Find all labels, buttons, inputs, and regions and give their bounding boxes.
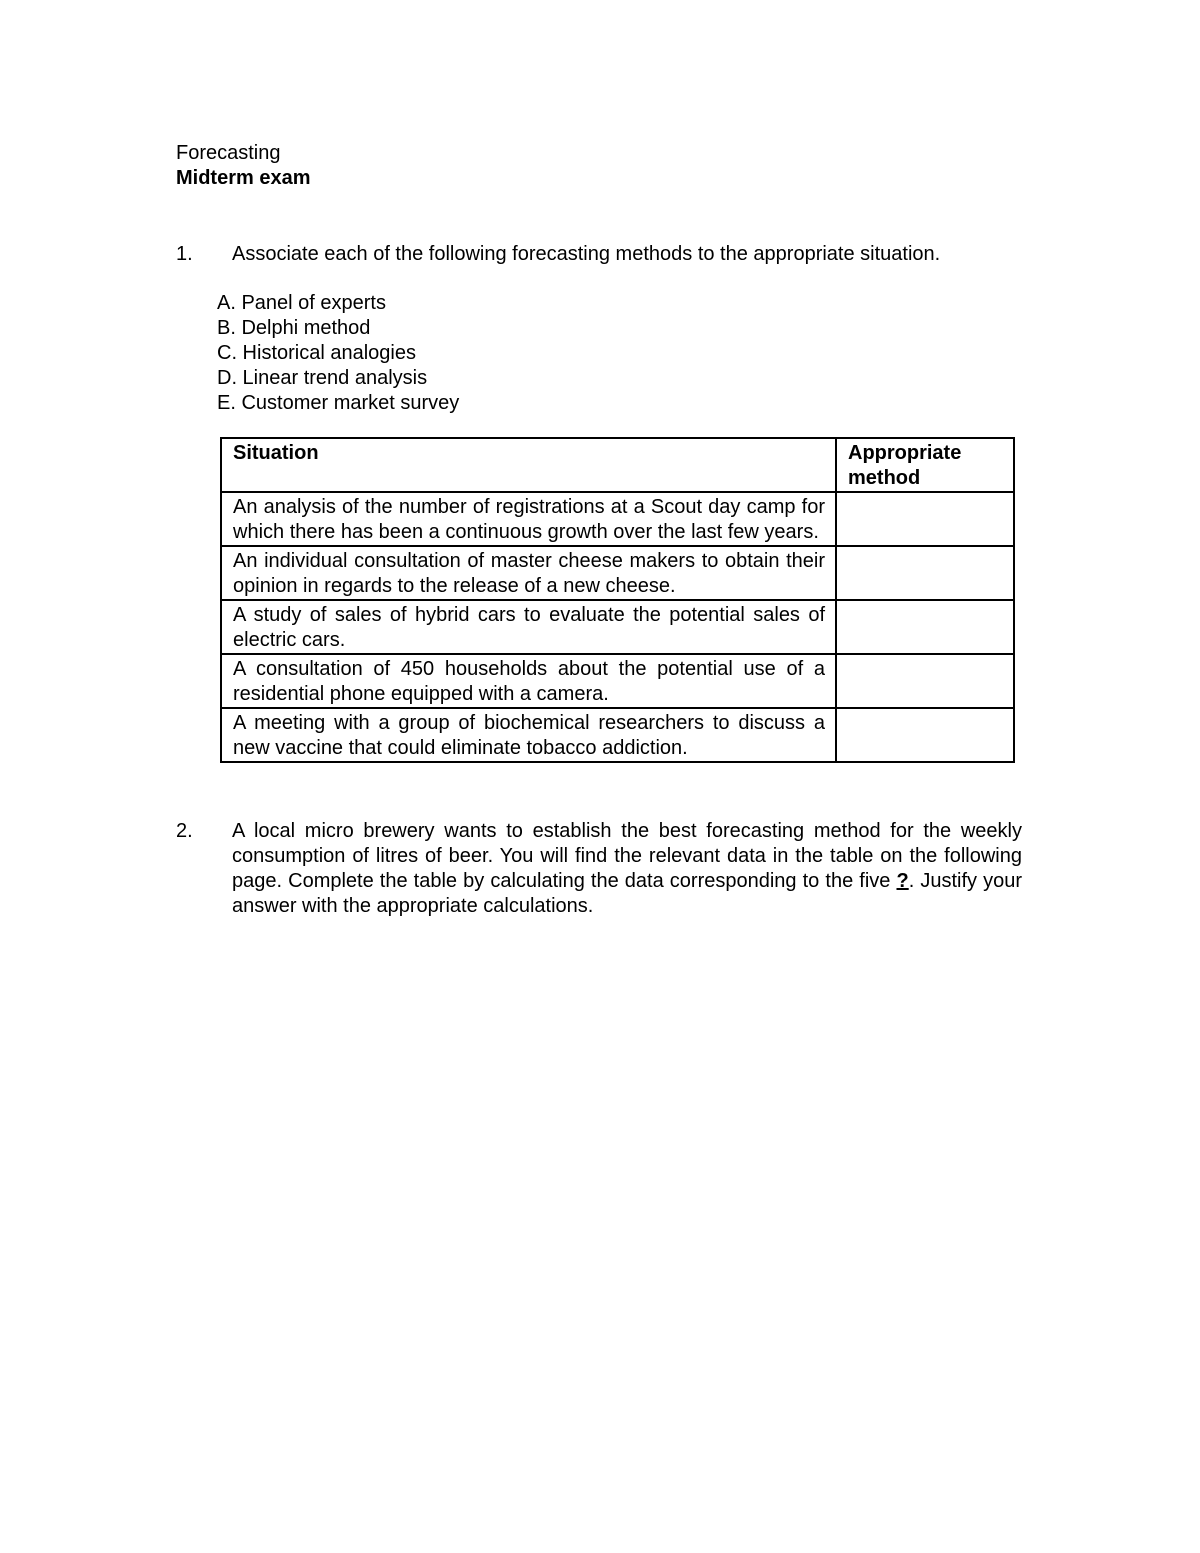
method-answer-cell[interactable] — [836, 492, 1014, 546]
method-answer-cell[interactable] — [836, 708, 1014, 762]
question-text-part: . Justify your answer with the appropriate calculations. — [232, 870, 1023, 917]
list-item: A. Panel of experts — [217, 292, 386, 314]
method-answer-cell[interactable] — [836, 654, 1014, 708]
situation-cell: A study of sales of hybrid cars to evaluate the potential sales of electric cars. — [221, 600, 836, 654]
column-header-method: Appropriate method — [836, 438, 1014, 492]
exam-title: Midterm exam — [176, 167, 311, 189]
situation-cell: A meeting with a group of biochemical researchers to discuss a new vaccine that could eliminate tobacco addiction. — [221, 708, 836, 762]
table-row — [221, 654, 1014, 708]
list-item: D. Linear trend analysis — [217, 367, 428, 389]
question-text-part: A local micro brewery wants to establish the best forecasting method for the weekly consumption of litres of beer. You will find the relevant data in the table on the following page. Complete the table by calculating the data corresponding to the five — [232, 820, 1022, 892]
table-row — [221, 492, 1014, 546]
situation-cell: An analysis of the number of registrations at a Scout day camp for which there has been a continuous growth over the last few years. — [221, 492, 836, 546]
situation-table — [220, 437, 1015, 763]
question-number: 2. — [176, 820, 193, 842]
table-header-row — [221, 438, 1014, 492]
course-title: Forecasting — [176, 142, 281, 164]
list-item: B. Delphi method — [217, 317, 371, 339]
situation-cell: A consultation of 450 households about the potential use of a residential phone equipped with a camera. — [221, 654, 836, 708]
method-answer-cell[interactable] — [836, 546, 1014, 600]
table-row — [221, 600, 1014, 654]
question-mark-symbol: ? — [896, 870, 909, 892]
question-text: Associate each of the following forecasting methods to the appropriate situation. — [232, 243, 941, 265]
situation-cell: An individual consultation of master cheese makers to obtain their opinion in regards to the release of a new cheese. — [221, 546, 836, 600]
list-item: C. Historical analogies — [217, 342, 416, 364]
question-text — [232, 819, 1022, 919]
table-row — [221, 708, 1014, 762]
list-item: E. Customer market survey — [217, 392, 460, 414]
table-row — [221, 546, 1014, 600]
question-number: 1. — [176, 243, 193, 265]
column-header-situation: Situation — [221, 438, 836, 492]
method-answer-cell[interactable] — [836, 600, 1014, 654]
methods-list — [217, 291, 459, 416]
